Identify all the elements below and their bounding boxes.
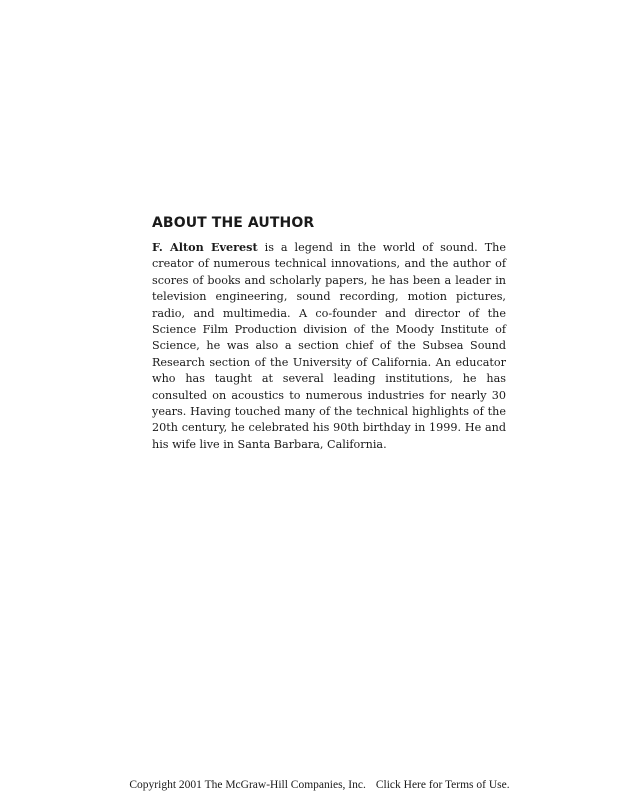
section-heading: ABOUT THE AUTHOR xyxy=(152,215,315,231)
page-footer xyxy=(0,778,639,792)
about-author-section xyxy=(152,214,506,453)
author-bio-text: is a legend in the world of sound. The creator of numerous technical innovations, and the author of scores of books and scholarly papers, he has been a leader in television engineering, sound recording, motion pictures, radio, and multimedia. A co-founder and director of the Science Film Production division of the Moody Institute of Science, he was also a section chief of the Subsea Sound Research section of the University of California. An educator who has taught at several leading institutions, he has consulted on acoustics to numerous industries for nearly 30 years. Having touched many of the technical highlights of the 20th century, he celebrated his 90th birthday in 1999. He and his wife live in Santa Barbara, California. xyxy=(152,241,506,451)
copyright-notice: Copyright 2001 The McGraw-Hill Companies, Inc. xyxy=(129,779,366,791)
author-bio-paragraph xyxy=(152,239,506,453)
author-name: F. Alton Everest xyxy=(152,240,258,254)
terms-of-use-link[interactable]: Click Here for Terms of Use. xyxy=(375,779,510,791)
